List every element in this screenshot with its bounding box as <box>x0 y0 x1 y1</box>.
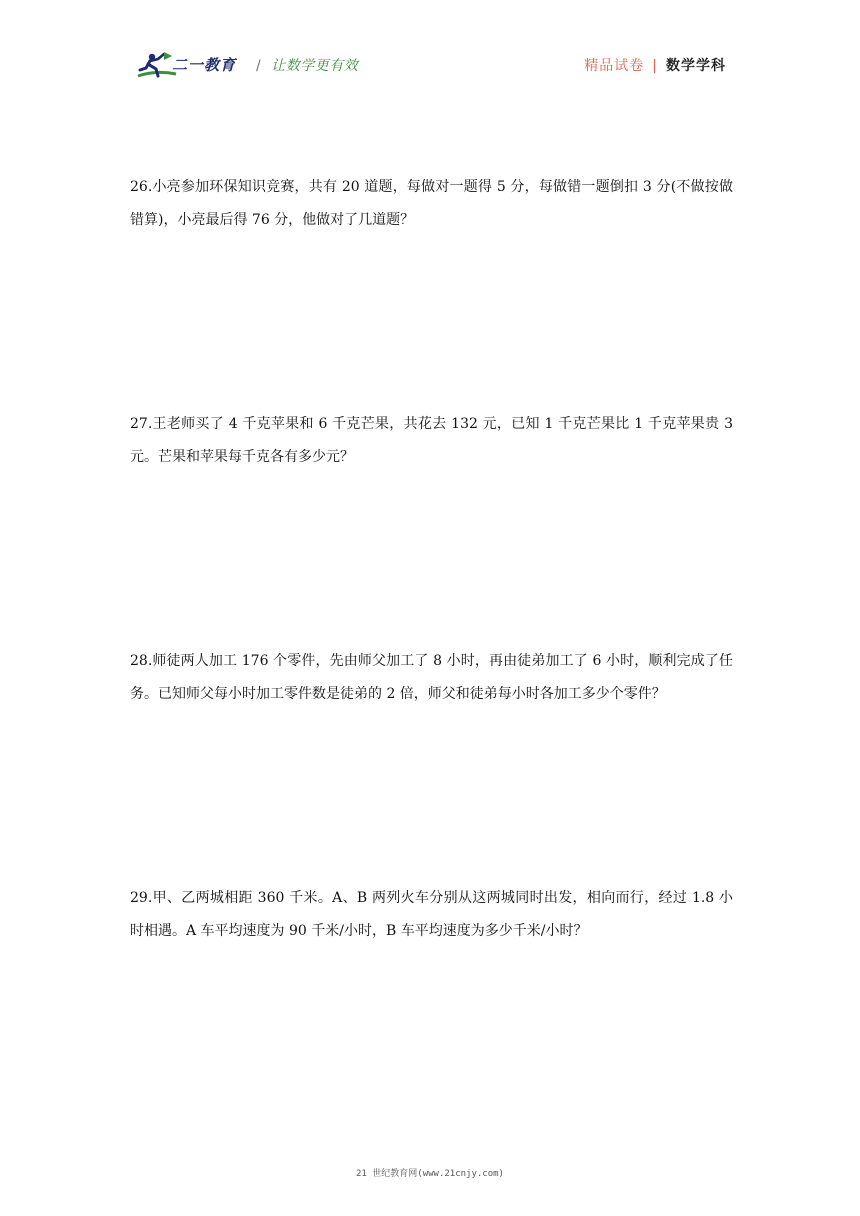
question-number: 27. <box>130 416 153 432</box>
question-text: 小亮参加环保知识竞赛，共有 20 道题，每做对一题得 5 分，每做错一题倒扣 3 分(不做按做错算)，小亮最后得 76 分，他做对了几道题？ <box>130 179 733 228</box>
page-header <box>0 0 860 100</box>
header-divider: | <box>652 58 658 74</box>
question-27 <box>130 408 733 474</box>
logo-text: 二一教育 <box>172 56 237 74</box>
question-28 <box>130 645 733 711</box>
question-text: 师徒两人加工 176 个零件，先由师父加工了 8 小时，再由徒弟加工了 6 小时，顺利完成了任务。已知师父每小时加工零件数是徒弟的 2 倍，师父和徒弟每小时各加工多少个零件？ <box>130 653 733 702</box>
slogan <box>256 55 358 75</box>
question-number: 29. <box>130 890 153 906</box>
header-right <box>584 55 726 75</box>
page-footer: 21 世纪教育网(www.21cnjy.com) <box>356 1169 504 1179</box>
question-number: 28. <box>130 653 153 669</box>
question-text: 王老师买了 4 千克苹果和 6 千克芒果，共花去 132 元，已知 1 千克芒果比 1 千克苹果贵 3 元。芒果和苹果每千克各有多少元？ <box>130 416 733 465</box>
question-29 <box>130 882 733 948</box>
slogan-separator: / <box>256 58 262 74</box>
subject-label: 数学学科 <box>666 58 726 74</box>
slogan-text: 让数学更有效 <box>271 58 359 74</box>
question-text: 甲、乙两城相距 360 千米。A、B 两列火车分别从这两城同时出发，相向而行，经过 1.8 小时相遇。A 车平均速度为 90 千米/小时，B 车平均速度为多少千米/小时？ <box>130 890 733 939</box>
question-26 <box>130 171 733 237</box>
question-number: 26. <box>130 179 153 195</box>
premium-badge: 精品试卷 <box>584 58 645 74</box>
